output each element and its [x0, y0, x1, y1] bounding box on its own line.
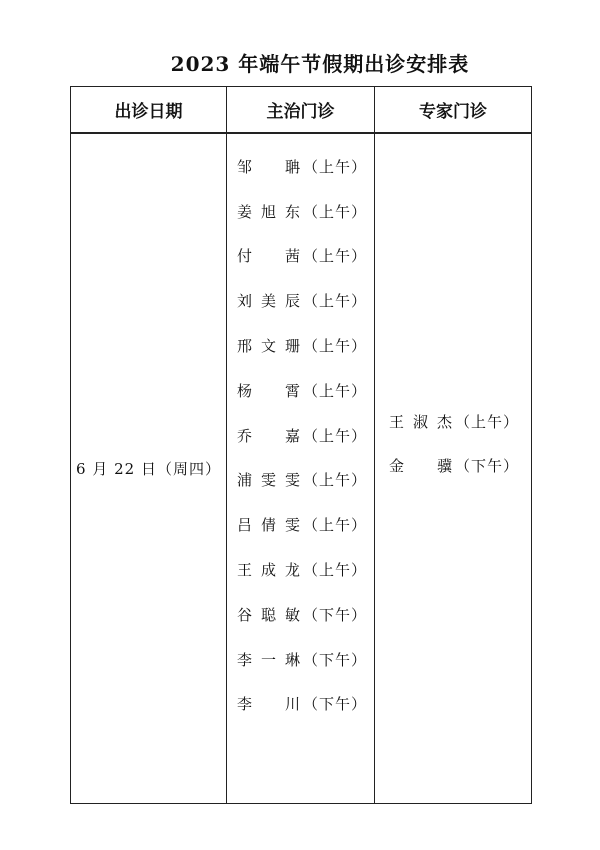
session-label: （下午）: [303, 650, 368, 669]
session-label: （上午）: [303, 337, 368, 356]
session-label: （上午）: [303, 202, 368, 221]
doctor-name: 谷聪敏: [237, 605, 301, 624]
session-label: （上午）: [303, 381, 368, 400]
doctor-name: 王成龙: [237, 561, 301, 580]
list-item: [227, 637, 374, 682]
session-label: （上午）: [303, 292, 368, 311]
table-row: [71, 133, 532, 804]
list-item: [227, 682, 374, 727]
doctor-name: 李川: [237, 695, 301, 714]
doctor-name: 刘美辰: [237, 292, 301, 311]
attending-clinic-cell: [227, 133, 375, 804]
list-item: [227, 413, 374, 458]
doctor-name: 邢文珊: [237, 337, 301, 356]
list-item: [227, 323, 374, 368]
doctor-name: 王淑杰: [389, 412, 453, 431]
doctor-name: 姜旭东: [237, 202, 301, 221]
list-item: [227, 502, 374, 547]
doctor-name: 李一琳: [237, 650, 301, 669]
expert-doctor-list: [375, 399, 531, 489]
session-label: （下午）: [303, 605, 368, 624]
list-item: [227, 458, 374, 503]
doctor-name: 金骥: [389, 457, 453, 476]
page-title: 2023 年端午节假期出诊安排表: [170, 52, 470, 76]
list-item: [227, 592, 374, 637]
doctor-name: 付茜: [237, 247, 301, 266]
header-date: 出诊日期: [71, 87, 227, 134]
session-label: （上午）: [303, 247, 368, 266]
doctor-name: 邹聃: [237, 157, 301, 176]
doctor-name: 乔嘉: [237, 426, 301, 445]
list-item: [227, 189, 374, 234]
list-item: [227, 278, 374, 323]
session-label: （上午）: [303, 561, 368, 580]
list-item: [227, 547, 374, 592]
list-item: [227, 234, 374, 279]
schedule-table: [70, 86, 532, 804]
list-item: [227, 368, 374, 413]
doctor-name: 吕倩雯: [237, 516, 301, 535]
list-item: [375, 444, 531, 489]
header-attending-clinic: 主治门诊: [227, 87, 375, 134]
session-label: （下午）: [303, 695, 368, 714]
expert-clinic-cell: [375, 133, 532, 804]
session-label: （上午）: [303, 426, 368, 445]
list-item: [227, 144, 374, 189]
doctor-name: 浦雯雯: [237, 471, 301, 490]
session-label: （上午）: [303, 157, 368, 176]
date-cell: 6 月 22 日（周四）: [71, 133, 227, 804]
session-label: （下午）: [455, 457, 520, 476]
header-expert-clinic: 专家门诊: [375, 87, 532, 134]
doctor-name: 杨霄: [237, 381, 301, 400]
session-label: （上午）: [455, 412, 520, 431]
list-item: [375, 399, 531, 444]
session-label: （上午）: [303, 471, 368, 490]
session-label: （上午）: [303, 516, 368, 535]
header-row: [71, 87, 532, 134]
attending-doctor-list: [227, 134, 374, 726]
